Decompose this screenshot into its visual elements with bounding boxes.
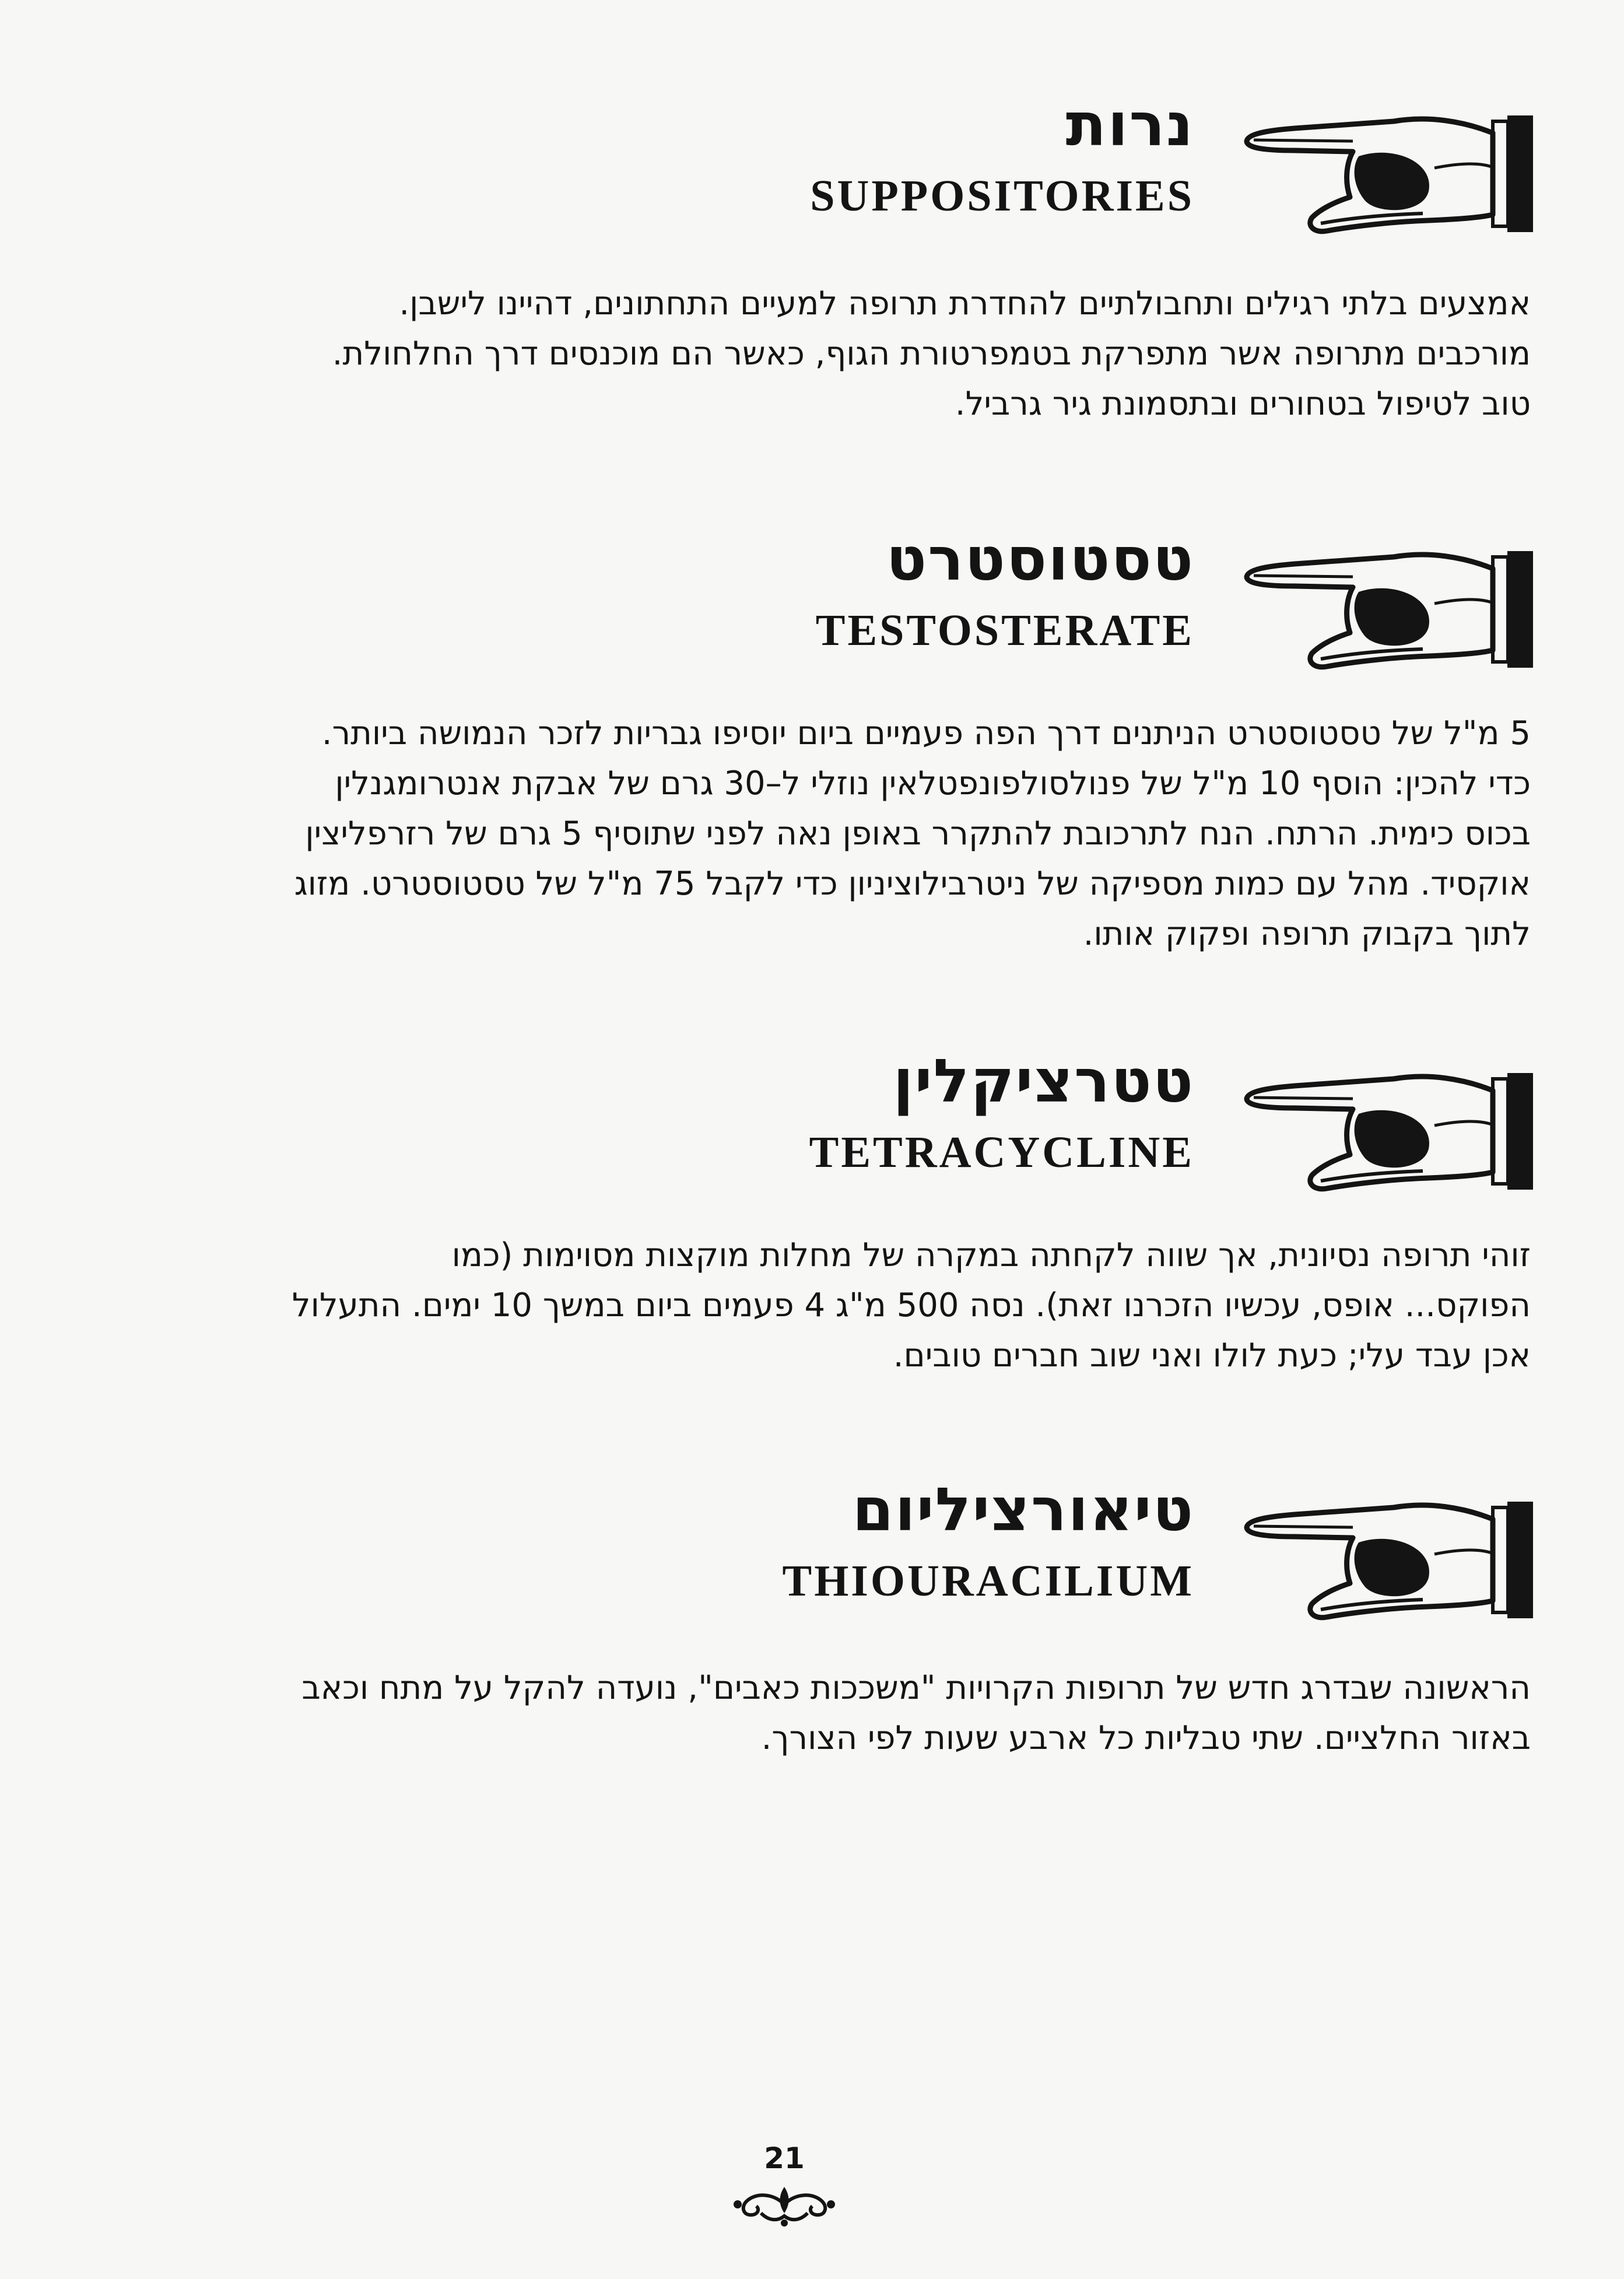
pointing-hand-icon: [1219, 1056, 1545, 1201]
body-line: מורכבים מתרופה אשר מתפרקת בטמפרטורת הגוף, כאשר הם מוכנסים דרך החלחולת.: [332, 335, 1531, 373]
hebrew-title: נרות: [1065, 90, 1194, 160]
body-line: הראשונה שבדרג חדש של תרופות הקרויות "משככות כאבים", נועדה להקל על מתח וכאב: [301, 1669, 1531, 1707]
english-title: TESTOSTERATE: [815, 606, 1194, 655]
pointing-hand-icon: [1219, 98, 1545, 244]
body-line: זוהי תרופה נסיונית, אך שווה לקחתה במקרה של מחלות מוקצות מסוימות (כמו: [451, 1236, 1531, 1274]
hebrew-title: טסטוסטרט: [886, 525, 1194, 594]
hebrew-title: טטרציקלין: [893, 1047, 1194, 1116]
body-line: 5 מ"ל של טסטוסטרט הניתנים דרך הפה פעמיים ביום יוסיפו גבריות לזכר הנמושה ביותר.: [321, 714, 1531, 752]
body-line: אוקסיד. מהל עם כמות מספיקה של ניטרבילוציניון כדי לקבל 75 מ"ל של טסטוסטרט. מזוג: [294, 865, 1531, 903]
english-title: TETRACYCLINE: [809, 1128, 1194, 1177]
body-line: אכן עבד עלי; כעת לולו ואני שוב חברים טובים.: [893, 1337, 1531, 1375]
english-title: SUPPOSITORIES: [810, 171, 1194, 220]
page-number: 21: [764, 2141, 805, 2175]
hebrew-title: טיאורציליום: [852, 1475, 1194, 1545]
entry-body: [85, 709, 1531, 959]
entry-body: [85, 1663, 1531, 1763]
body-line: כדי להכין: הוסף 10 מ"ל של פנולסולפונפטלאין נוזלי ל–30 גרם של אבקת אנטרומגנלין: [335, 765, 1531, 802]
english-title: THIOURACILIUM: [782, 1556, 1194, 1605]
body-line: לתוך בקבוק תרופה ופקוק אותו.: [1083, 915, 1531, 953]
body-line: הפוקס... אופס, עכשיו הזכרנו זאת). נסה 500 מ"ג 4 פעמים ביום במשך 10 ימים. התעלול: [292, 1286, 1531, 1324]
body-line: אמצעים בלתי רגילים ותחבולתיים להחדרת תרופה למעיים התחתונים, דהיינו לישבן.: [399, 285, 1531, 322]
pointing-hand-icon: [1219, 1484, 1545, 1630]
body-line: טוב לטיפול בטחורים ובתסמונת גיר גרביל.: [955, 385, 1531, 423]
floral-ornament-icon: [726, 2181, 843, 2228]
body-line: בכוס כימית. הרתח. הנח לתרכובת להתקרר באופן נאה לפני שתוסיף 5 גרם של רזרפליצין: [305, 815, 1531, 853]
entry-body: [85, 279, 1531, 429]
pointing-hand-icon: [1219, 534, 1545, 679]
body-line: באזור החלציים. שתי טבליות כל ארבע שעות לפי הצורך.: [761, 1719, 1531, 1757]
entry-body: [85, 1230, 1531, 1381]
